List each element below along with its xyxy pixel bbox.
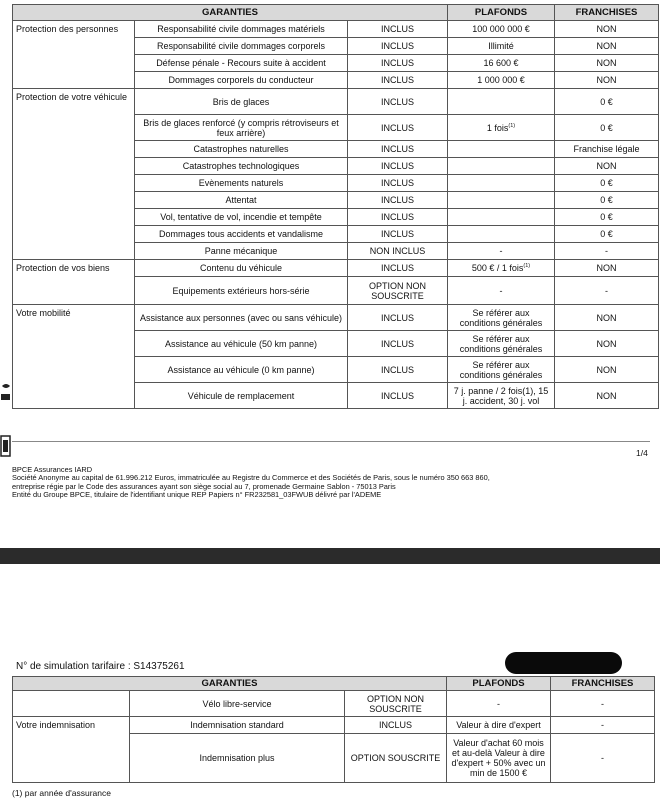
status-cell: INCLUS — [348, 38, 448, 55]
table-header-row — [13, 5, 659, 21]
plafond-cell — [448, 115, 555, 141]
plafond-cell — [448, 331, 555, 357]
status-cell: INCLUS — [348, 357, 448, 383]
status-cell: INCLUS — [348, 383, 448, 409]
plafond-cell: Valeur à dire d'expert — [447, 717, 551, 734]
plafond-footnote-marker: (1) — [508, 122, 516, 129]
guarantee-label: Bris de glaces — [135, 89, 348, 115]
guarantee-label: Indemnisation standard — [130, 717, 345, 734]
franchise-cell: 0 € — [555, 226, 659, 243]
franchise-cell: NON — [555, 305, 659, 331]
franchise-cell: 0 € — [555, 175, 659, 192]
guarantee-label: Attentat — [135, 192, 348, 209]
page-number: 1/4 — [636, 448, 648, 458]
guarantee-label: Bris de glaces renforcé (y compris rétroviseurs et feux arrière) — [135, 115, 348, 141]
plafond-cell — [448, 158, 555, 175]
guarantee-label: Panne mécanique — [135, 243, 348, 260]
guarantee-label: Catastrophes naturelles — [135, 141, 348, 158]
plafond-cell — [448, 357, 555, 383]
plafond-cell — [448, 260, 555, 277]
guarantee-label: Vélo libre-service — [130, 691, 345, 717]
footnote: (1) par année d'assurance — [12, 788, 111, 798]
plafond-cell — [448, 383, 555, 409]
footer-company-name: BPCE Assurances IARD — [12, 465, 93, 474]
simulation-number: N° de simulation tarifaire : S14375261 — [16, 661, 185, 672]
status-cell: INCLUS — [348, 175, 448, 192]
plafond-cell — [448, 141, 555, 158]
plafond-value: 500 € / 1 fois — [471, 263, 524, 273]
guarantee-label: Défense pénale - Recours suite à accident — [135, 55, 348, 72]
header-franchises: FRANCHISES — [555, 5, 659, 21]
header-garanties: GARANTIES — [13, 5, 448, 21]
category-cell: Protection des personnes — [13, 21, 135, 89]
header-garanties: GARANTIES — [13, 677, 447, 691]
footer-line-1: Société Anonyme au capital de 61.996.212 Euros, immatriculée au Registre du Commerce et des Sociétés de Paris, sous le numéro 350 663 860, — [12, 473, 490, 483]
guarantee-label: Dommages tous accidents et vandalisme — [135, 226, 348, 243]
status-cell: INCLUS — [348, 158, 448, 175]
table-row — [13, 691, 655, 717]
table-header-row — [13, 677, 655, 691]
category-cell: Protection de vos biens — [13, 260, 135, 305]
status-cell: OPTION NON SOUSCRITE — [345, 691, 447, 717]
plafond-value: 100 000 000 € — [472, 24, 530, 34]
plafond-cell — [448, 305, 555, 331]
side-decoration-icon — [0, 380, 12, 460]
status-cell: INCLUS — [348, 89, 448, 115]
plafond-cell — [448, 38, 555, 55]
plafond-cell — [448, 21, 555, 38]
guarantee-label: Assistance au véhicule (0 km panne) — [135, 357, 348, 383]
table-row — [13, 260, 659, 277]
category-cell: Protection de votre véhicule — [13, 89, 135, 260]
header-franchises: FRANCHISES — [551, 677, 655, 691]
plafond-cell — [448, 192, 555, 209]
plafond-cell — [448, 175, 555, 192]
table-row — [13, 717, 655, 734]
guarantee-label: Dommages corporels du conducteur — [135, 72, 348, 89]
plafond-value: - — [499, 285, 503, 296]
guarantee-label: Véhicule de remplacement — [135, 383, 348, 409]
header-plafonds: PLAFONDS — [448, 5, 555, 21]
franchise-cell: NON — [555, 331, 659, 357]
status-cell: INCLUS — [348, 55, 448, 72]
guarantees-table-page1 — [12, 4, 659, 409]
franchise-cell: NON — [555, 383, 659, 409]
franchise-cell: NON — [555, 38, 659, 55]
franchise-cell: NON — [555, 55, 659, 72]
status-cell: NON INCLUS — [348, 243, 448, 260]
status-cell: INCLUS — [348, 331, 448, 357]
franchise-cell: NON — [555, 158, 659, 175]
plafond-cell — [448, 243, 555, 260]
plafond-value: Se référer aux conditions générales — [459, 333, 543, 354]
franchise-cell: 0 € — [555, 115, 659, 141]
status-cell: INCLUS — [348, 226, 448, 243]
franchise-cell: - — [551, 717, 655, 734]
guarantee-label: Equipements extérieurs hors-série — [135, 277, 348, 305]
status-cell: INCLUS — [348, 21, 448, 38]
plafond-cell — [448, 209, 555, 226]
guarantee-label: Responsabilité civile dommages matériels — [135, 21, 348, 38]
plafond-value: - — [499, 246, 503, 256]
company-footer — [12, 466, 652, 500]
status-cell: OPTION NON SOUSCRITE — [348, 277, 448, 305]
franchise-cell: NON — [555, 260, 659, 277]
guarantee-label: Indemnisation plus — [130, 734, 345, 783]
status-cell: INCLUS — [348, 192, 448, 209]
status-cell: INCLUS — [348, 260, 448, 277]
guarantee-label: Responsabilité civile dommages corporels — [135, 38, 348, 55]
header-plafonds: PLAFONDS — [447, 677, 551, 691]
plafond-cell — [448, 89, 555, 115]
table-row — [13, 305, 659, 331]
plafond-value: Se référer aux conditions générales — [459, 307, 543, 328]
plafond-cell — [448, 226, 555, 243]
plafond-footnote-marker: (1) — [523, 263, 531, 269]
plafond-cell — [448, 55, 555, 72]
plafond-value: 7 j. panne / 2 fois(1), 15 j. accident, 30 j. vol — [453, 385, 549, 406]
status-cell: INCLUS — [345, 717, 447, 734]
plafond-value: Se référer aux conditions générales — [459, 359, 543, 380]
franchise-cell: - — [555, 277, 659, 305]
status-cell: INCLUS — [348, 209, 448, 226]
franchise-cell: Franchise légale — [555, 141, 659, 158]
guarantee-label: Contenu du véhicule — [135, 260, 348, 277]
guarantee-label: Assistance au véhicule (50 km panne) — [135, 331, 348, 357]
guarantees-table-page2 — [12, 676, 655, 783]
status-cell: OPTION SOUSCRITE — [345, 734, 447, 783]
franchise-cell: NON — [555, 21, 659, 38]
footer-line-2: entreprise régie par le Code des assurances ayant son siège social au 7, promenade Germaine Sablon - 75013 Paris — [12, 481, 396, 491]
page-divider-line — [12, 441, 650, 442]
category-cell: Votre indemnisation — [13, 717, 130, 783]
redaction-block — [505, 652, 622, 674]
plafond-value: 16 600 € — [483, 58, 519, 68]
franchise-cell: 0 € — [555, 209, 659, 226]
guarantee-label: Catastrophes technologiques — [135, 158, 348, 175]
table-row — [13, 21, 659, 38]
plafond-cell: - — [447, 691, 551, 717]
franchise-cell: - — [551, 691, 655, 717]
footer-line-3: Entité du Groupe BPCE, titulaire de l'identifiant unique REP Papiers n° FR232581_03FWUB délivré par l'ADEME — [12, 490, 382, 500]
franchise-cell: - — [551, 734, 655, 783]
guarantee-label: Assistance aux personnes (avec ou sans véhicule) — [135, 305, 348, 331]
status-cell: INCLUS — [348, 305, 448, 331]
table-row — [13, 89, 659, 115]
franchise-cell: 0 € — [555, 89, 659, 115]
status-cell: INCLUS — [348, 115, 448, 141]
plafond-cell — [448, 277, 555, 305]
table-body — [13, 691, 655, 783]
page-break-bar — [0, 548, 660, 564]
guarantee-label: Vol, tentative de vol, incendie et tempête — [135, 209, 348, 226]
plafond-value: Illimité — [488, 41, 514, 51]
franchise-cell: NON — [555, 357, 659, 383]
franchise-cell: NON — [555, 72, 659, 89]
plafond-value: 1 000 000 € — [477, 75, 525, 85]
table-body — [13, 21, 659, 409]
status-cell: INCLUS — [348, 141, 448, 158]
status-cell: INCLUS — [348, 72, 448, 89]
plafond-cell: Valeur d'achat 60 mois et au-delà Valeur à dire d'expert + 50% avec un min de 1500 € — [447, 734, 551, 783]
guarantee-label: Evènements naturels — [135, 175, 348, 192]
plafond-value: 1 fois — [486, 122, 509, 133]
category-cell — [13, 691, 130, 717]
franchise-cell: 0 € — [555, 192, 659, 209]
plafond-cell — [448, 72, 555, 89]
category-cell: Votre mobilité — [13, 305, 135, 409]
franchise-cell: - — [555, 243, 659, 260]
